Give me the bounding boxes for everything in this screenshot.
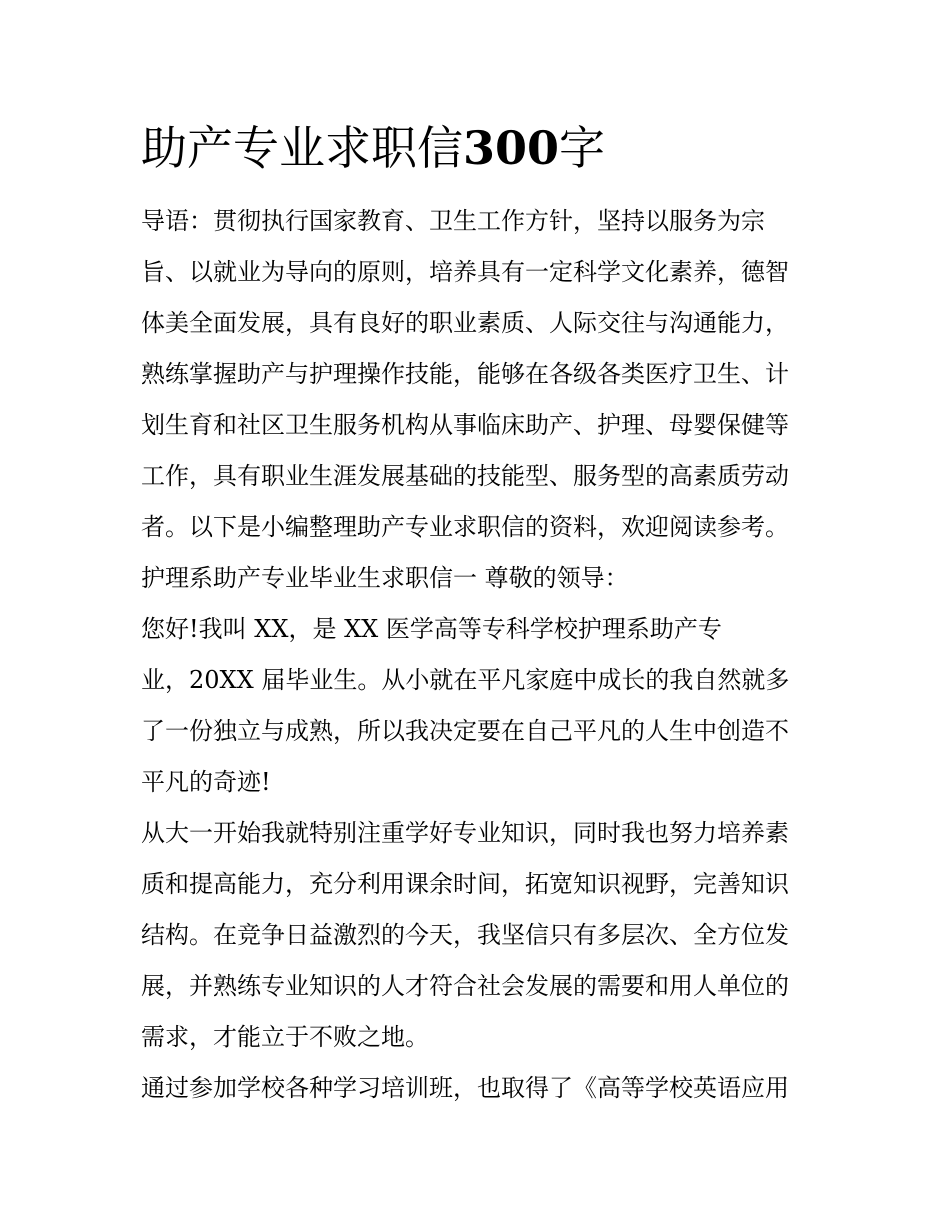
text-line-10: 业，20XX 届毕业生。从小就在平凡家庭中成长的我自然就多 [141, 666, 790, 694]
text-line-5: 划生育和社区卫生服务机构从事临床助产、护理、母婴保健等 [141, 411, 789, 439]
text-line-6: 工作，具有职业生涯发展基础的技能型、服务型的高素质劳动 [141, 462, 789, 490]
text-line-3: 体美全面发展，具有良好的职业素质、人际交往与沟通能力， [141, 309, 789, 337]
text-line-13: 从大一开始我就特别注重学好专业知识，同时我也努力培养素 [141, 819, 789, 847]
text-line-1: 导语：贯彻执行国家教育、卫生工作方针，坚持以服务为宗 [141, 207, 765, 235]
text-line-16: 展，并熟练专业知识的人才符合社会发展的需要和用人单位的 [141, 972, 789, 1000]
title-suffix: 字 [559, 121, 606, 175]
text-line-18: 通过参加学校各种学习培训班，也取得了《高等学校英语应用 [141, 1074, 789, 1102]
text-line-2: 旨、以就业为导向的原则，培养具有一定科学文化素养，德智 [141, 258, 789, 286]
text-line-9: 您好!我叫 XX，是 XX 医学高等专科学校护理系助产专 [141, 615, 722, 643]
text-line-14: 质和提高能力，充分利用课余时间，拓宽知识视野，完善知识 [141, 870, 789, 898]
text-line-11: 了一份独立与成熟，所以我决定要在自己平凡的人生中创造不 [141, 717, 789, 745]
text-line-4: 熟练掌握助产与护理操作技能，能够在各级各类医疗卫生、计 [141, 360, 789, 388]
text-line-12: 平凡的奇迹! [141, 768, 271, 796]
document-title [141, 116, 605, 180]
text-line-17: 需求，才能立于不败之地。 [141, 1023, 429, 1051]
title-number: 300 [463, 121, 560, 175]
text-line-7: 者。以下是小编整理助产专业求职信的资料，欢迎阅读参考。 [141, 513, 789, 541]
title-text: 助产专业求职信 [141, 121, 463, 175]
text-line-15: 结构。在竞争日益激烈的今天，我坚信只有多层次、全方位发 [141, 921, 789, 949]
text-line-8: 护理系助产专业毕业生求职信一 尊敬的领导： [141, 564, 629, 592]
